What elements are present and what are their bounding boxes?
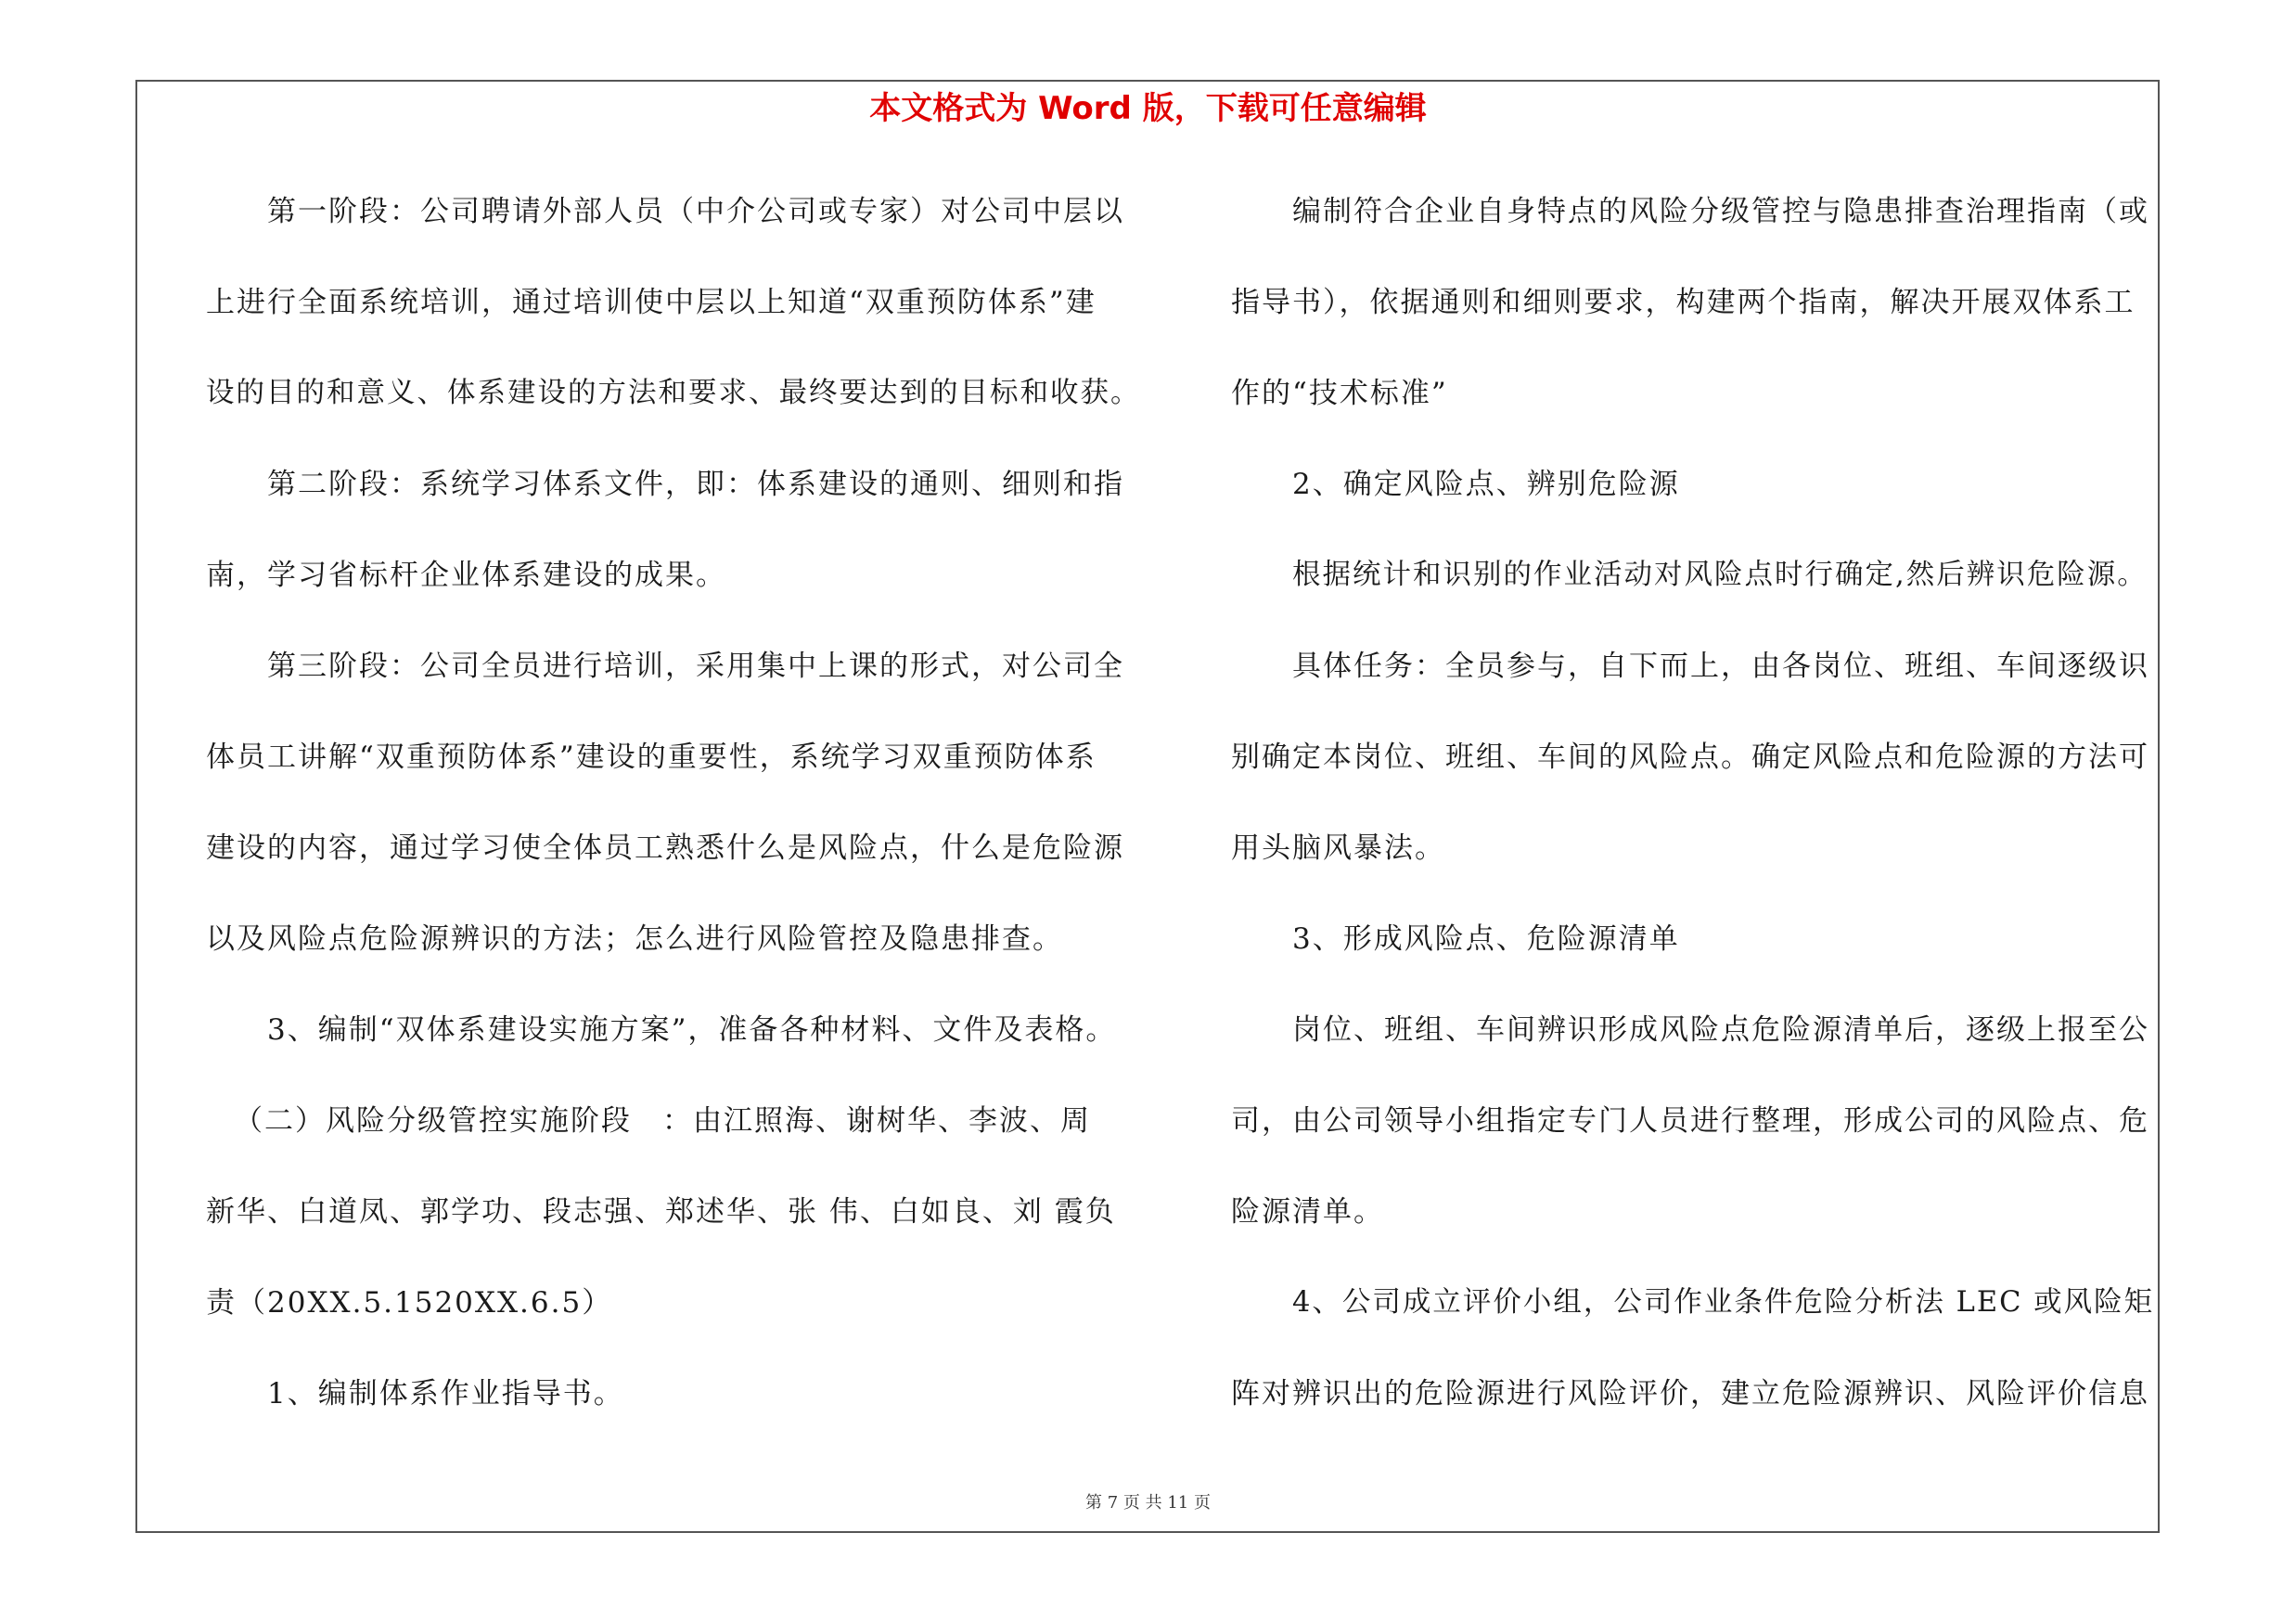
text-line: 4、公司成立评价小组，公司作业条件危险分析法 LEC 或风险矩 [1292, 1286, 2155, 1319]
text-line: 体员工讲解“双重预防体系”建设的重要性，系统学习双重预防体系 [206, 741, 1097, 774]
text-line: 新华、白道凤、郭学功、段志强、郑述华、张 伟、白如良、刘 霞负 [206, 1195, 1116, 1229]
text-line: 3、形成风险点、危险源清单 [1292, 922, 1680, 956]
text-line: 3、编制“双体系建设实施方案”，准备各种材料、文件及表格。 [267, 1013, 1117, 1047]
text-line: 上进行全面系统培训，通过培训使中层以上知道“双重预防体系”建 [206, 286, 1097, 319]
text-line: 岗位、班组、车间辨识形成风险点危险源清单后，逐级上报至公 [1292, 1013, 2149, 1047]
format-banner: 本文格式为 Word 版，下载可任意编辑 [869, 90, 1427, 127]
text-line: 具体任务：全员参与，自下而上，由各岗位、班组、车间逐级识 [1292, 650, 2149, 683]
text-line: 阵对辨识出的危险源进行风险评价，建立危险源辨识、风险评价信息 [1231, 1377, 2149, 1410]
text-line: 第三阶段：公司全员进行培训，采用集中上课的形式，对公司全 [267, 650, 1124, 683]
text-line: （二）风险分级管控实施阶段 ：由江照海、谢树华、李波、周 [234, 1104, 1091, 1138]
text-line: 指导书），依据通则和细则要求，构建两个指南，解决开展双体系工 [1231, 286, 2136, 319]
text-line: 1、编制体系作业指导书。 [267, 1377, 624, 1410]
text-line: 2、确定风险点、辨别危险源 [1292, 468, 1680, 501]
text-line: 险源清单。 [1231, 1195, 1384, 1229]
text-line: 责（20XX.5.1520XX.6.5） [206, 1286, 613, 1320]
text-line: 作的“技术标准” [1231, 377, 1448, 410]
text-line: 设的目的和意义、体系建设的方法和要求、最终要达到的目标和收获。 [206, 377, 1141, 409]
text-line: 以及风险点危险源辨识的方法；怎么进行风险管控及隐患排查。 [206, 922, 1063, 956]
text-line: 第一阶段：公司聘请外部人员（中介公司或专家）对公司中层以 [267, 195, 1124, 228]
text-line: 司，由公司领导小组指定专门人员进行整理，形成公司的风险点、危 [1231, 1104, 2149, 1138]
text-line: 别确定本岗位、班组、车间的风险点。确定风险点和危险源的方法可 [1231, 741, 2149, 774]
text-line: 根据统计和识别的作业活动对风险点时行确定,然后辨识危险源。 [1292, 559, 2148, 591]
text-line: 用头脑风暴法。 [1231, 831, 1445, 865]
text-line: 南，学习省标杆企业体系建设的成果。 [206, 559, 726, 592]
page-number: 第 7 页 共 11 页 [1085, 1493, 1211, 1513]
text-line: 编制符合企业自身特点的风险分级管控与隐患排查治理指南（或 [1292, 195, 2149, 228]
text-line: 第二阶段：系统学习体系文件，即：体系建设的通则、细则和指 [267, 468, 1124, 501]
text-line: 建设的内容，通过学习使全体员工熟悉什么是风险点，什么是危险源 [206, 831, 1124, 865]
